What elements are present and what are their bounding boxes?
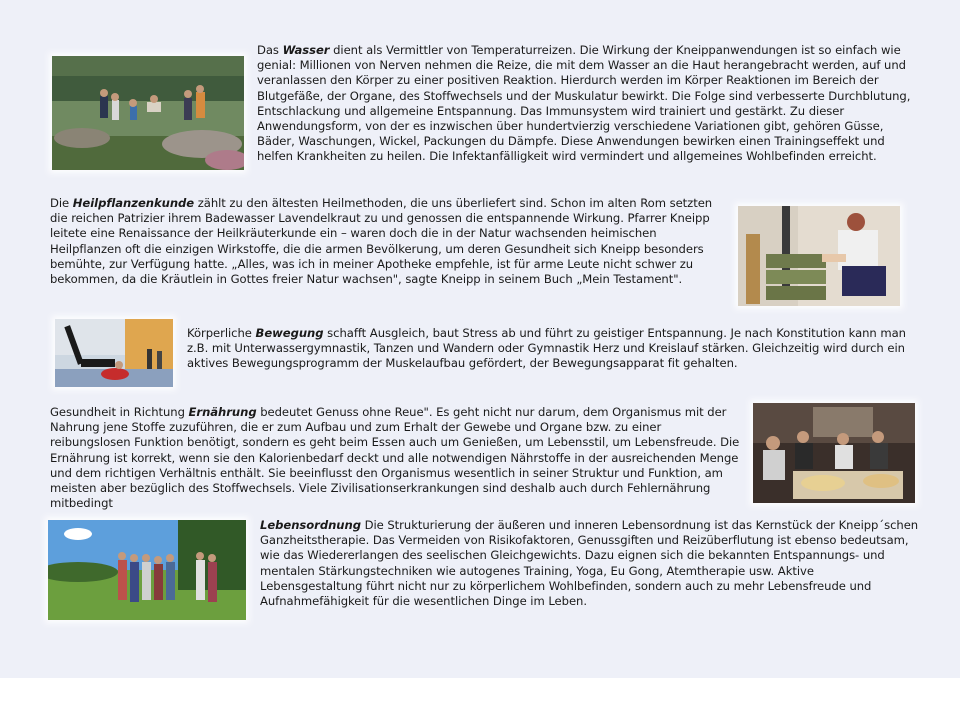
paragraph-bewegung (187, 326, 915, 372)
paragraph-heilpflanzenkunde (50, 196, 730, 287)
photo-exercise (55, 319, 173, 387)
paragraph-bewegung-lead: Körperliche (187, 326, 256, 340)
keyword-ernaehrung: Ernährung (188, 405, 257, 419)
photo-herbs (738, 206, 900, 306)
photo-water-lake (52, 56, 244, 170)
paragraph-lebensordnung (260, 518, 920, 609)
paragraph-wasser (257, 43, 917, 165)
paragraph-heilpflanzenkunde-text: zählt zu den ältesten Heilmethoden, die uns überliefert sind. Schon im alten Rom setzten die reichen Patrizier ihrem Badewasser Lavendelkraut zu und genossen die entspannende Wirkung. Pfarrer Kneipp leitete eine Renaissance der Heilkräuterkunde ein – waren doch die in der Natur wachsenden heimischen Heilpflanzen oft die einzigen Wirkstoffe, die die armen Bevölkerung, um deren Gesundheit sich Kneipp besonders bemühte, zur Verfügung hatte. „Alles, was ich in meiner Apotheke empfehle, ist für arme Leute nicht schwer zu bekommen, da die Kräutlein in Gottes freier Natur wachsen", sagte Kneipp in seinem Buch „Mein Testament". (50, 196, 713, 287)
keyword-wasser: Wasser (282, 43, 330, 57)
paragraph-wasser-text: dient als Vermittler von Temperaturreizen. Die Wirkung der Kneippanwendungen ist so einfach wie genial: Millionen von Nerven nehmen die Reize, die mit dem Wasser an die Haut herangebracht werden, auf und veranlassen den Körper zu einer positiven Reaktion. Hierdurch werden im Körper Reaktionen im Bereich der Blutgefäße, der Organe, des Stoffwechsels und der Muskulatur bewirkt. Die Folge sind verbesserte Durchblutung, Entschlackung und allgemeine Entspannung. Das Immunsystem wird trainiert und gestärkt. Zu dieser Anwendungsform, von der es inzwischen über hundertvierzig verschiedene Variationen gibt, gehören Güsse, Bäder, Waschungen, Wickel, Packungen du Dämpfe. Diese Anwendungen bewirken einen Trainingseffekt und helfen Krankheiten zu heilen. Die Infektanfälligkeit wird vermindert und allgemeines Wohlbefinden erreicht. (257, 43, 911, 164)
photo-cooking-class (753, 403, 915, 503)
photo-group-hiking (48, 520, 246, 620)
paragraph-ernaehrung (50, 405, 740, 511)
paragraph-wasser-lead: Das (257, 43, 283, 57)
paragraph-ernaehrung-text: bedeutet Genuss ohne Reue". Es geht nicht nur darum, dem Organismus mit der Nahrung jene Stoffe zuzuführen, die er zum Aufbau und zum Erhalt der Gewebe und Organe bzw. zu einer reibungslosen Funktion benötigt, sondern es geht beim Essen auch um Genießen, um Lebensstil, um Lebensfreude. Die Ernährung ist korrekt, wenn sie den Kalorienbedarf deckt und alle notwendigen Nährstoffe in der ausreichenden Menge und dem richtigen Verhältnis enthält. Sie beeinflusst den Organismus wesentlich in seiner Struktur und Funktion, am meisten aber bezüglich des Stoffwechsels. Viele Zivilisationserkrankungen sind deshalb auch durch Fehlernährung mitbedingt (50, 405, 740, 511)
keyword-heilpflanzenkunde: Heilpflanzenkunde (72, 196, 195, 210)
paragraph-ernaehrung-lead: Gesundheit in Richtung (50, 405, 189, 419)
paragraph-bewegung-text: schafft Ausgleich, baut Stress ab und führt zu geistiger Entspannung. Je nach Konstitution kann man z.B. mit Unterwassergymnastik, Tanzen und Wandern oder Gymnastik Herz und Kreislauf stärken. Gleichzeitig wird durch ein aktives Bewegungsprogramm der Muskelaufbau gefördert, der Bewegungsapparat fit gehalten. (187, 326, 906, 371)
paragraph-lebensordnung-text: Die Strukturierung der äußeren und inneren Lebensordnung ist das Kernstück der Kneipp´schen Ganzheitstherapie. Das Vermeiden von Risikofaktoren, Genussgiften und Reizüberflutung ist ebenso bedeutsam, wie das Wiedererlangen des seelischen Gleichgewichts. Dazu eignen sich die bekannten Entspannungs- und mentalen Stärkungstechniken wie autogenes Training, Yoga, Eu Gong, Atemtherapie usw. Aktive Lebensgestaltung führt nicht nur zu körperlichem Wohlbefinden, sondern auch zu mehr Lebensfreude und Aufnahmefähigkeit für die wesentlichen Dinge im Leben. (260, 518, 919, 609)
keyword-bewegung: Bewegung (255, 326, 324, 340)
keyword-lebensordnung: Lebensordnung (260, 518, 361, 532)
paragraph-heilpflanzenkunde-lead: Die (50, 196, 73, 210)
